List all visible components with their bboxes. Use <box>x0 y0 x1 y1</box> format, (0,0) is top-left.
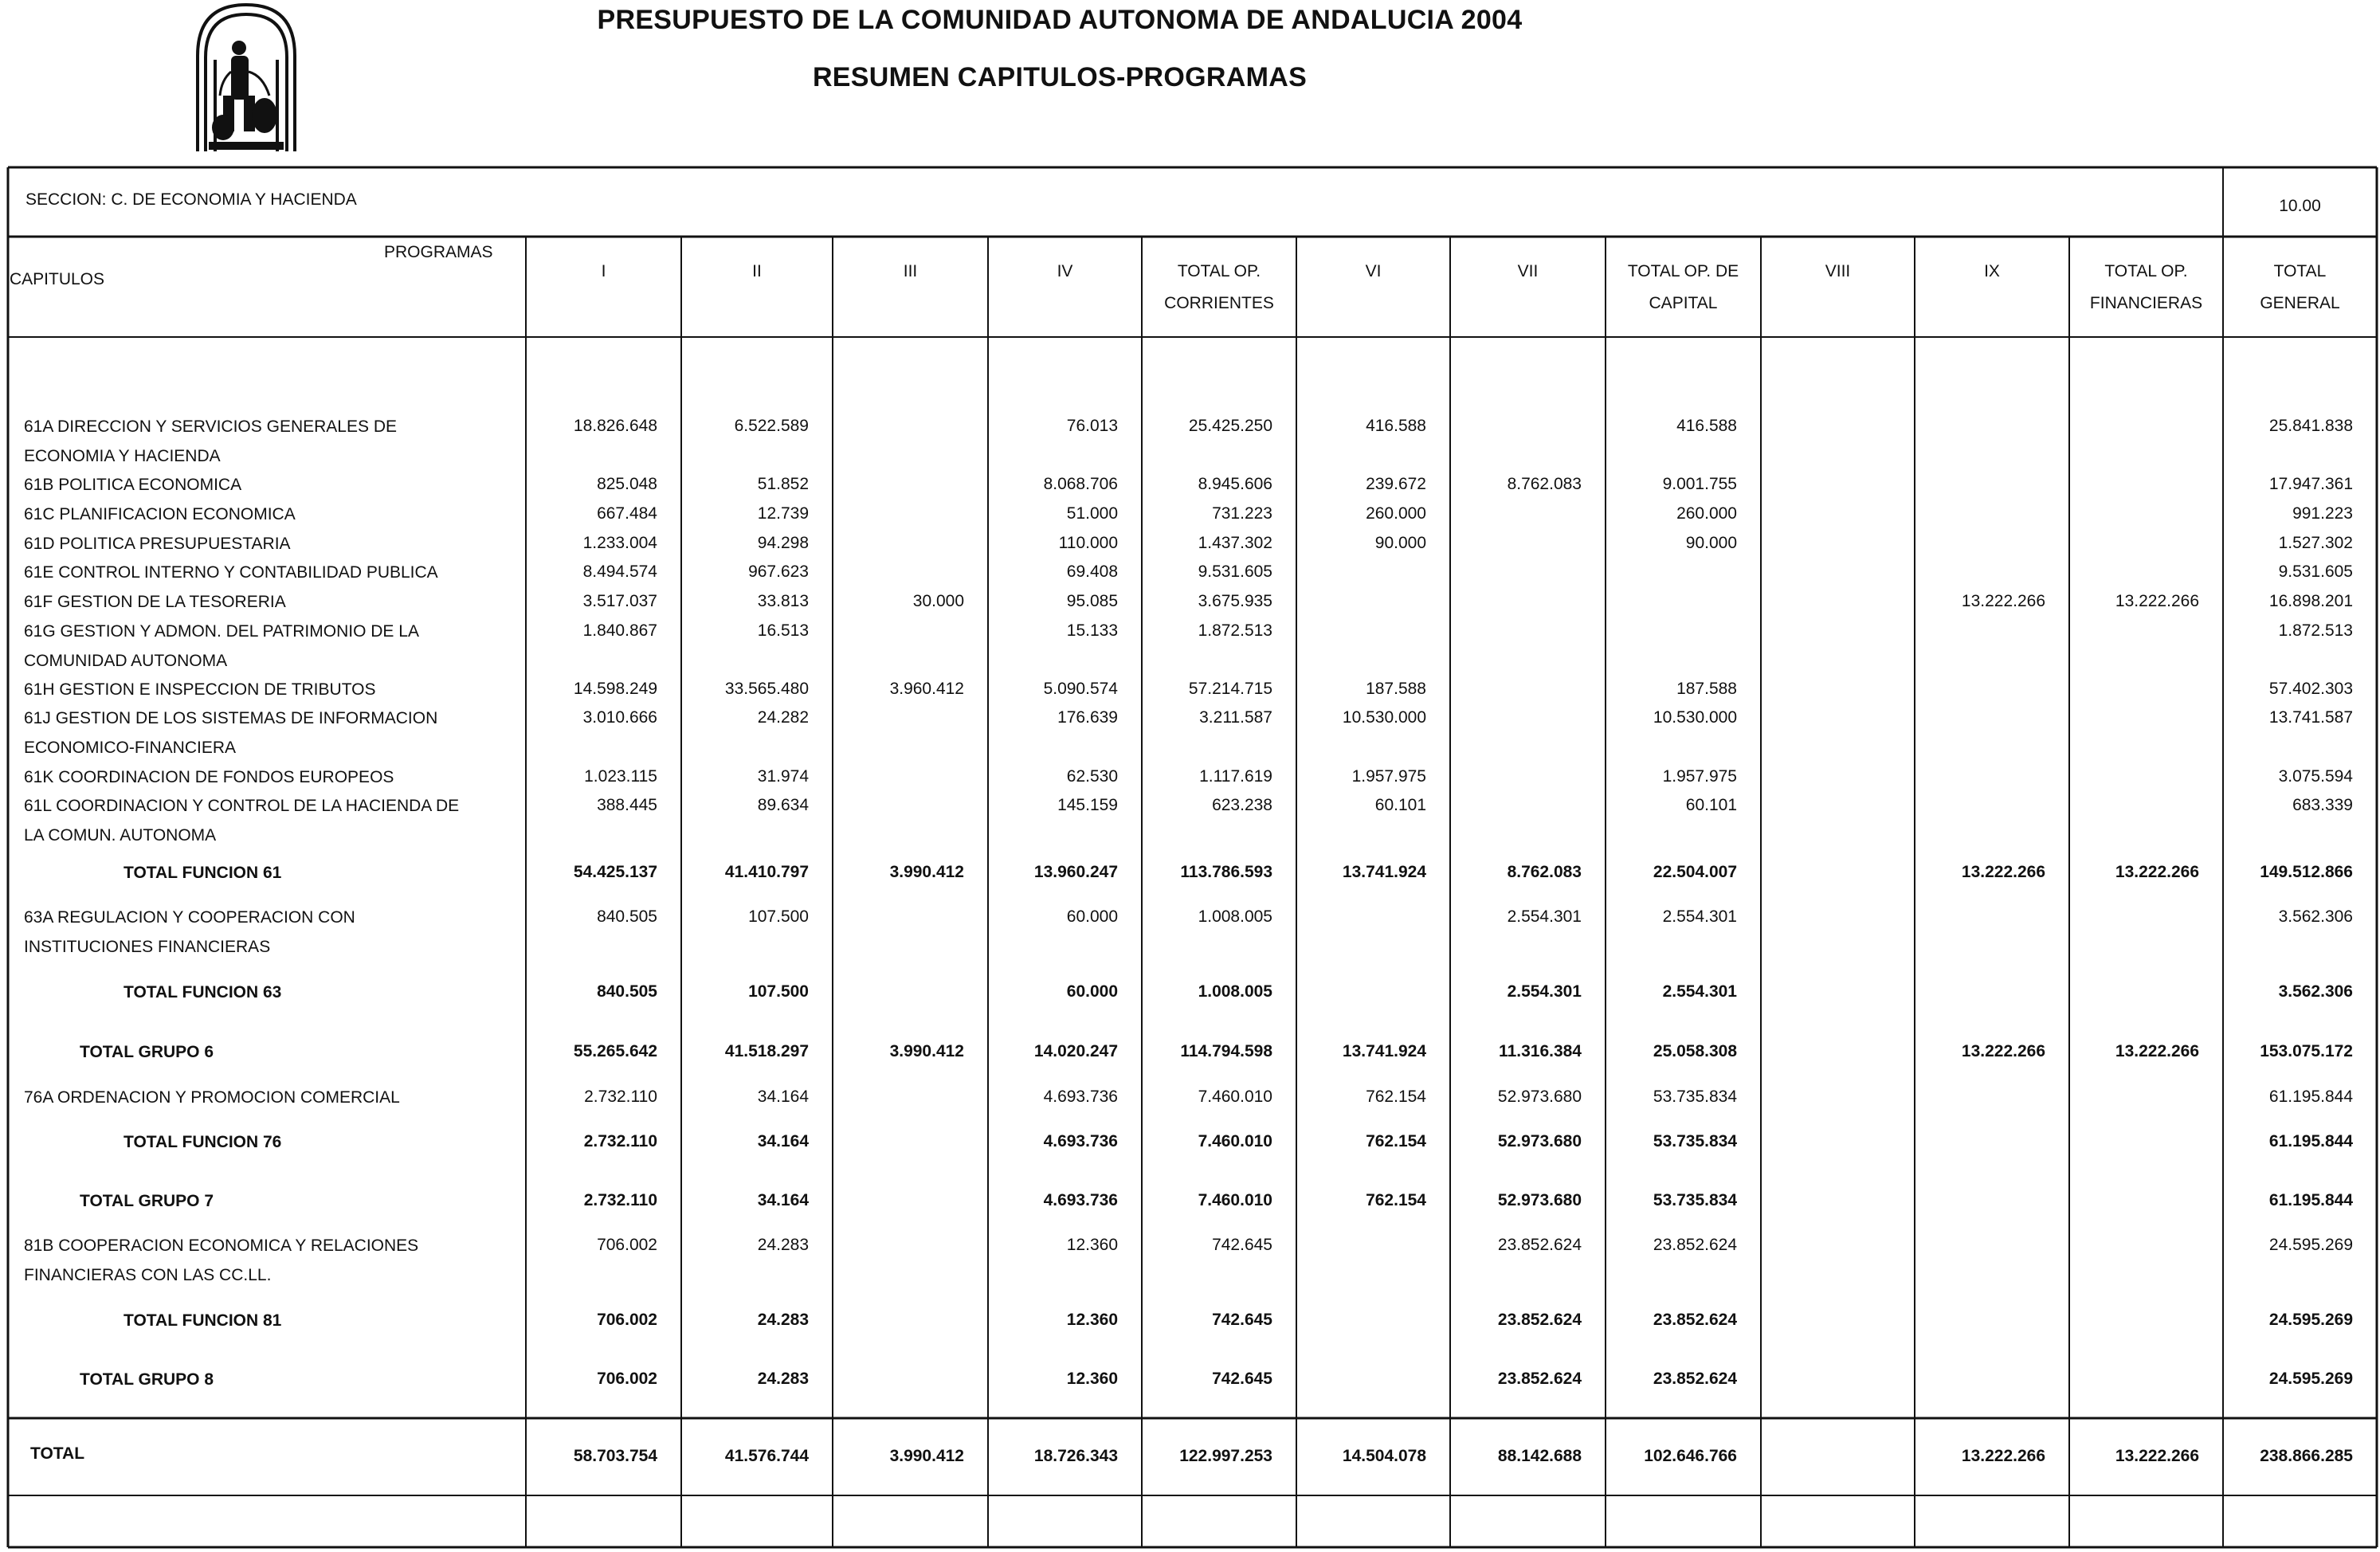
row-label-line: 61E CONTROL INTERNO Y CONTABILIDAD PUBLICA <box>24 563 438 582</box>
cell-value: 12.360 <box>1066 1370 1118 1388</box>
cell-value: 61.195.844 <box>2268 1132 2353 1150</box>
cell-value: 15.133 <box>1066 621 1118 640</box>
cell-value: 3.990.412 <box>889 1042 964 1060</box>
cell-value: 13.222.266 <box>2115 863 2199 881</box>
cell-value: 840.505 <box>597 982 657 1001</box>
cell-value: 60.000 <box>1066 907 1118 926</box>
cell-value: 7.460.010 <box>1198 1088 1272 1106</box>
program-row-label <box>24 470 241 500</box>
cell-value: 60.000 <box>1066 982 1118 1001</box>
cell-value: 260.000 <box>1676 504 1737 523</box>
grand-total-value: 18.726.343 <box>1033 1447 1118 1465</box>
column-header-4 <box>988 256 1142 288</box>
cell-value: 4.693.736 <box>1043 1132 1118 1150</box>
program-row-label <box>24 903 355 962</box>
cell-value: 1.008.005 <box>1198 982 1272 1001</box>
cell-value: 24.595.269 <box>2268 1236 2353 1254</box>
row-label-line: TOTAL GRUPO 7 <box>80 1192 214 1210</box>
cell-value: 30.000 <box>912 592 964 610</box>
row-label-line: TOTAL GRUPO 6 <box>80 1043 214 1061</box>
cell-value: 153.075.172 <box>2260 1042 2353 1060</box>
cell-value: 8.068.706 <box>1043 475 1118 493</box>
cell-value: 12.360 <box>1066 1236 1118 1254</box>
cell-value: 11.316.384 <box>1499 1042 1582 1060</box>
row-label-line: 81B COOPERACION ECONOMICA Y RELACIONES <box>24 1237 419 1255</box>
grand-total-value: 88.142.688 <box>1497 1447 1582 1465</box>
cell-value: 23.852.624 <box>1653 1311 1737 1329</box>
row-label-line: 61B POLITICA ECONOMICA <box>24 476 242 494</box>
row-label-line: LA COMUN. AUTONOMA <box>24 826 217 845</box>
row-label-line: 61L COORDINACION Y CONTROL DE LA HACIENDA DE <box>24 797 460 815</box>
program-row-label <box>24 1231 418 1290</box>
cell-value: 13.741.924 <box>1342 863 1426 881</box>
row-label-line: 61A DIRECCION Y SERVICIOS GENERALES DE <box>24 417 397 436</box>
grand-total-value: 14.504.078 <box>1342 1447 1426 1465</box>
column-header-line: II <box>752 262 762 280</box>
cell-value: 1.872.513 <box>1198 621 1272 640</box>
cell-value: 61.195.844 <box>2268 1088 2353 1106</box>
cell-value: 53.735.834 <box>1653 1132 1737 1150</box>
document-title: PRESUPUESTO DE LA COMUNIDAD AUTONOMA DE ANDALUCIA 2004 <box>597 5 1523 35</box>
column-header-10 <box>1915 256 2069 288</box>
cell-value: 3.675.935 <box>1198 592 1272 610</box>
cell-value: 2.732.110 <box>583 1191 657 1209</box>
subtotal-row-label <box>80 1037 214 1067</box>
cell-value: 3.562.306 <box>2278 982 2353 1001</box>
program-row-label <box>24 529 291 558</box>
cell-value: 52.973.680 <box>1497 1088 1582 1106</box>
cell-value: 52.973.680 <box>1497 1191 1582 1209</box>
column-header-line: IV <box>1057 262 1073 280</box>
cell-value: 33.813 <box>757 592 809 610</box>
column-header-line: VII <box>1517 262 1539 280</box>
cell-value: 13.741.924 <box>1342 1042 1426 1060</box>
cell-value: 742.645 <box>1212 1236 1272 1254</box>
cell-value: 683.339 <box>2292 796 2353 814</box>
cell-value: 9.531.605 <box>1198 562 1272 581</box>
column-header-8 <box>1606 256 1761 319</box>
column-header-3 <box>833 256 988 288</box>
row-label-line: TOTAL FUNCION 63 <box>124 983 282 1001</box>
subtotal-row-label <box>80 1365 214 1394</box>
cell-value: 706.002 <box>597 1311 657 1329</box>
cell-value: 107.500 <box>748 982 809 1001</box>
cell-value: 23.852.624 <box>1497 1236 1582 1254</box>
cell-value: 8.762.083 <box>1507 863 1582 881</box>
cell-value: 667.484 <box>597 504 657 523</box>
cell-value: 991.223 <box>2292 504 2353 523</box>
cell-value: 13.222.266 <box>2115 1042 2199 1060</box>
cell-value: 62.530 <box>1066 767 1118 786</box>
cell-value: 14.020.247 <box>1033 1042 1118 1060</box>
cell-value: 113.786.593 <box>1180 863 1272 881</box>
cell-value: 187.588 <box>1676 680 1737 698</box>
program-row-label <box>24 791 459 850</box>
column-header-line: TOTAL OP. <box>1177 262 1261 280</box>
program-row-label <box>24 675 375 704</box>
cell-value: 94.298 <box>757 534 809 552</box>
cell-value: 12.360 <box>1066 1311 1118 1329</box>
cell-value: 1.008.005 <box>1198 907 1272 926</box>
cell-value: 2.732.110 <box>584 1088 657 1106</box>
cell-value: 10.530.000 <box>1342 708 1426 727</box>
cell-value: 60.101 <box>1685 796 1737 814</box>
cell-value: 825.048 <box>597 475 657 493</box>
cell-value: 55.265.642 <box>573 1042 657 1060</box>
cell-value: 34.164 <box>757 1088 809 1106</box>
cell-value: 3.075.594 <box>2278 767 2353 786</box>
cell-value: 9.001.755 <box>1662 475 1737 493</box>
cell-value: 176.639 <box>1057 708 1118 727</box>
cell-value: 762.154 <box>1366 1132 1426 1150</box>
column-header-line: GENERAL <box>2260 294 2340 312</box>
cell-value: 60.101 <box>1374 796 1426 814</box>
grand-total-value: 58.703.754 <box>573 1447 657 1465</box>
section-label: SECCION: C. DE ECONOMIA Y HACIENDA <box>25 190 357 209</box>
subtotal-row-label <box>124 978 281 1007</box>
program-row-label <box>24 617 419 676</box>
program-row-label <box>24 587 286 617</box>
cell-value: 742.645 <box>1212 1311 1272 1329</box>
column-header-line: CAPITAL <box>1649 294 1718 312</box>
cell-value: 1.437.302 <box>1198 534 1272 552</box>
cell-value: 742.645 <box>1212 1370 1272 1388</box>
cell-value: 95.085 <box>1066 592 1118 610</box>
cell-value: 1.872.513 <box>2278 621 2353 640</box>
row-label-line: 61G GESTION Y ADMON. DEL PATRIMONIO DE LA <box>24 622 419 641</box>
row-label-line: 61K COORDINACION DE FONDOS EUROPEOS <box>24 768 394 786</box>
cell-value: 57.214.715 <box>1188 680 1272 698</box>
cell-value: 41.518.297 <box>724 1042 809 1060</box>
row-label-line: TOTAL FUNCION 76 <box>124 1133 282 1151</box>
cell-value: 1.527.302 <box>2278 534 2353 552</box>
cell-value: 623.238 <box>1212 796 1272 814</box>
cell-value: 18.826.648 <box>573 417 657 435</box>
document-subtitle: RESUMEN CAPITULOS-PROGRAMAS <box>812 62 1308 92</box>
row-label-line: INSTITUCIONES FINANCIERAS <box>24 938 271 956</box>
programas-header: PROGRAMAS <box>384 243 493 261</box>
cell-value: 17.947.361 <box>2268 475 2353 493</box>
column-header-6 <box>1296 256 1450 288</box>
cell-value: 6.522.589 <box>734 417 809 435</box>
cell-value: 25.841.838 <box>2268 417 2353 435</box>
cell-value: 13.222.266 <box>1961 1042 2045 1060</box>
cell-value: 388.445 <box>597 796 657 814</box>
cell-value: 51.852 <box>757 475 809 493</box>
cell-value: 2.554.301 <box>1662 907 1737 926</box>
cell-value: 2.554.301 <box>1507 982 1582 1001</box>
cell-value: 3.990.412 <box>889 863 964 881</box>
column-header-line: TOTAL OP. DE <box>1627 262 1739 280</box>
cell-value: 9.531.605 <box>2278 562 2353 581</box>
section-code: 10.00 <box>2279 197 2321 215</box>
cell-value: 762.154 <box>1366 1088 1426 1106</box>
cell-value: 69.408 <box>1066 562 1118 581</box>
cell-value: 16.898.201 <box>2268 592 2353 610</box>
cell-value: 41.410.797 <box>724 863 809 881</box>
grand-total-value: 13.222.266 <box>1961 1447 2045 1465</box>
row-label-line: 61D POLITICA PRESUPUESTARIA <box>24 535 291 553</box>
cell-value: 24.283 <box>757 1236 809 1254</box>
cell-value: 7.460.010 <box>1198 1132 1272 1150</box>
row-label-line: 61F GESTION DE LA TESORERIA <box>24 593 286 611</box>
cell-value: 90.000 <box>1685 534 1737 552</box>
cell-value: 52.973.680 <box>1497 1132 1582 1150</box>
cell-value: 149.512.866 <box>2260 863 2353 881</box>
cell-value: 12.739 <box>757 504 809 523</box>
column-header-line: VI <box>1365 262 1382 280</box>
cell-value: 23.852.624 <box>1497 1370 1582 1388</box>
cell-value: 31.974 <box>757 767 809 786</box>
cell-value: 2.554.301 <box>1507 907 1582 926</box>
grand-total-label: TOTAL <box>30 1444 85 1463</box>
cell-value: 8.762.083 <box>1507 475 1582 493</box>
cell-value: 61.195.844 <box>2268 1191 2353 1209</box>
cell-value: 13.222.266 <box>2115 592 2199 610</box>
subtotal-row-label <box>80 1186 214 1216</box>
cell-value: 107.500 <box>748 907 809 926</box>
cell-value: 4.693.736 <box>1043 1088 1118 1106</box>
cell-value: 33.565.480 <box>724 680 809 698</box>
cell-value: 24.282 <box>757 708 809 727</box>
program-row-label <box>24 412 397 471</box>
column-header-line: VIII <box>1825 262 1851 280</box>
row-label-line: ECONOMICO-FINANCIERA <box>24 739 237 757</box>
cell-value: 416.588 <box>1366 417 1426 435</box>
cell-value: 16.513 <box>757 621 809 640</box>
cell-value: 8.945.606 <box>1198 475 1272 493</box>
cell-value: 239.672 <box>1366 475 1426 493</box>
cell-value: 706.002 <box>597 1236 657 1254</box>
cell-value: 24.595.269 <box>2268 1370 2353 1388</box>
cell-value: 3.211.587 <box>1199 708 1272 727</box>
cell-value: 13.960.247 <box>1033 863 1118 881</box>
subtotal-row-label <box>124 1127 281 1157</box>
column-header-5 <box>1142 256 1296 319</box>
cell-value: 7.460.010 <box>1198 1191 1272 1209</box>
cell-value: 53.735.834 <box>1653 1088 1737 1106</box>
cell-value: 2.732.110 <box>583 1132 657 1150</box>
column-header-2 <box>681 256 833 288</box>
cell-value: 76.013 <box>1066 417 1118 435</box>
grand-total-value: 238.866.285 <box>2260 1447 2353 1465</box>
row-label-line: TOTAL FUNCION 61 <box>124 864 282 882</box>
subtotal-row-label <box>124 1306 281 1335</box>
column-header-1 <box>526 256 681 288</box>
cell-value: 13.741.587 <box>2268 708 2353 727</box>
cell-value: 23.852.624 <box>1653 1236 1737 1254</box>
column-header-12 <box>2223 256 2377 319</box>
column-header-line: I <box>601 262 606 280</box>
cell-value: 51.000 <box>1066 504 1118 523</box>
cell-value: 23.852.624 <box>1497 1311 1582 1329</box>
column-header-line: III <box>903 262 918 280</box>
cell-value: 3.010.666 <box>582 708 657 727</box>
cell-value: 260.000 <box>1366 504 1426 523</box>
cell-value: 967.623 <box>748 562 809 581</box>
cell-value: 187.588 <box>1366 680 1426 698</box>
cell-value: 1.957.975 <box>1662 767 1737 786</box>
program-row-label <box>24 1083 400 1112</box>
cell-value: 114.794.598 <box>1180 1042 1272 1060</box>
row-label-line: 61J GESTION DE LOS SISTEMAS DE INFORMACION <box>24 709 438 727</box>
cell-value: 840.505 <box>597 907 657 926</box>
cell-value: 416.588 <box>1676 417 1737 435</box>
cell-value: 1.023.115 <box>584 767 657 786</box>
program-row-label <box>24 762 394 792</box>
row-label-line: 61H GESTION E INSPECCION DE TRIBUTOS <box>24 680 376 699</box>
row-label-line: TOTAL GRUPO 8 <box>80 1370 214 1389</box>
cell-value: 22.504.007 <box>1653 863 1737 881</box>
cell-value: 57.402.303 <box>2268 680 2353 698</box>
cell-value: 89.634 <box>757 796 809 814</box>
row-label-line: FINANCIERAS CON LAS CC.LL. <box>24 1266 272 1284</box>
column-header-line: FINANCIERAS <box>2089 294 2203 312</box>
cell-value: 1.117.619 <box>1199 767 1272 786</box>
column-header-line: IX <box>1984 262 2000 280</box>
cell-value: 3.517.037 <box>582 592 657 610</box>
cell-value: 110.000 <box>1058 534 1118 552</box>
program-row-label <box>24 703 437 762</box>
column-header-line: TOTAL <box>2273 262 2327 280</box>
cell-value: 25.425.250 <box>1188 417 1272 435</box>
cell-value: 3.562.306 <box>2278 907 2353 926</box>
cell-value: 34.164 <box>757 1191 809 1209</box>
subtotal-row-label <box>124 858 281 888</box>
cell-value: 90.000 <box>1374 534 1426 552</box>
grand-total-value: 41.576.744 <box>724 1447 809 1465</box>
cell-value: 24.595.269 <box>2268 1311 2353 1329</box>
row-label-line: TOTAL FUNCION 81 <box>124 1311 282 1330</box>
cell-value: 145.159 <box>1057 796 1118 814</box>
cell-value: 1.840.867 <box>582 621 657 640</box>
cell-value: 10.530.000 <box>1653 708 1737 727</box>
row-label-line: COMUNIDAD AUTONOMA <box>24 652 228 670</box>
column-header-line: TOTAL OP. <box>2104 262 2188 280</box>
cell-value: 24.283 <box>757 1370 809 1388</box>
cell-value: 5.090.574 <box>1043 680 1118 698</box>
column-header-11 <box>2069 256 2223 319</box>
cell-value: 706.002 <box>597 1370 657 1388</box>
cell-value: 4.693.736 <box>1043 1191 1118 1209</box>
row-label-line: 63A REGULACION Y COOPERACION CON <box>24 908 355 927</box>
grand-total-value: 122.997.253 <box>1179 1447 1272 1465</box>
program-row-label <box>24 500 296 529</box>
cell-value: 14.598.249 <box>573 680 657 698</box>
cell-value: 1.233.004 <box>582 534 657 552</box>
grand-total-value: 3.990.412 <box>889 1447 964 1465</box>
cell-value: 8.494.574 <box>582 562 657 581</box>
row-label-line: ECONOMIA Y HACIENDA <box>24 447 221 465</box>
column-header-line: CORRIENTES <box>1164 294 1274 312</box>
grand-total-value: 13.222.266 <box>2115 1447 2199 1465</box>
capitulos-header: CAPITULOS <box>10 270 105 288</box>
cell-value: 53.735.834 <box>1653 1191 1737 1209</box>
column-header-7 <box>1450 256 1606 288</box>
cell-value: 34.164 <box>757 1132 809 1150</box>
cell-value: 25.058.308 <box>1653 1042 1737 1060</box>
row-label-line: 61C PLANIFICACION ECONOMICA <box>24 505 296 523</box>
cell-value: 13.222.266 <box>1961 592 2045 610</box>
cell-value: 23.852.624 <box>1653 1370 1737 1388</box>
column-header-9 <box>1761 256 1915 288</box>
cell-value: 24.283 <box>757 1311 809 1329</box>
cell-value: 13.222.266 <box>1961 863 2045 881</box>
program-row-label <box>24 558 438 587</box>
row-label-line: 76A ORDENACION Y PROMOCION COMERCIAL <box>24 1088 400 1107</box>
grand-total-value: 102.646.766 <box>1644 1447 1737 1465</box>
cell-value: 731.223 <box>1212 504 1272 523</box>
cell-value: 1.957.975 <box>1351 767 1426 786</box>
cell-value: 3.960.412 <box>889 680 964 698</box>
cell-value: 2.554.301 <box>1662 982 1737 1001</box>
cell-value: 762.154 <box>1366 1191 1426 1209</box>
cell-value: 54.425.137 <box>573 863 657 881</box>
